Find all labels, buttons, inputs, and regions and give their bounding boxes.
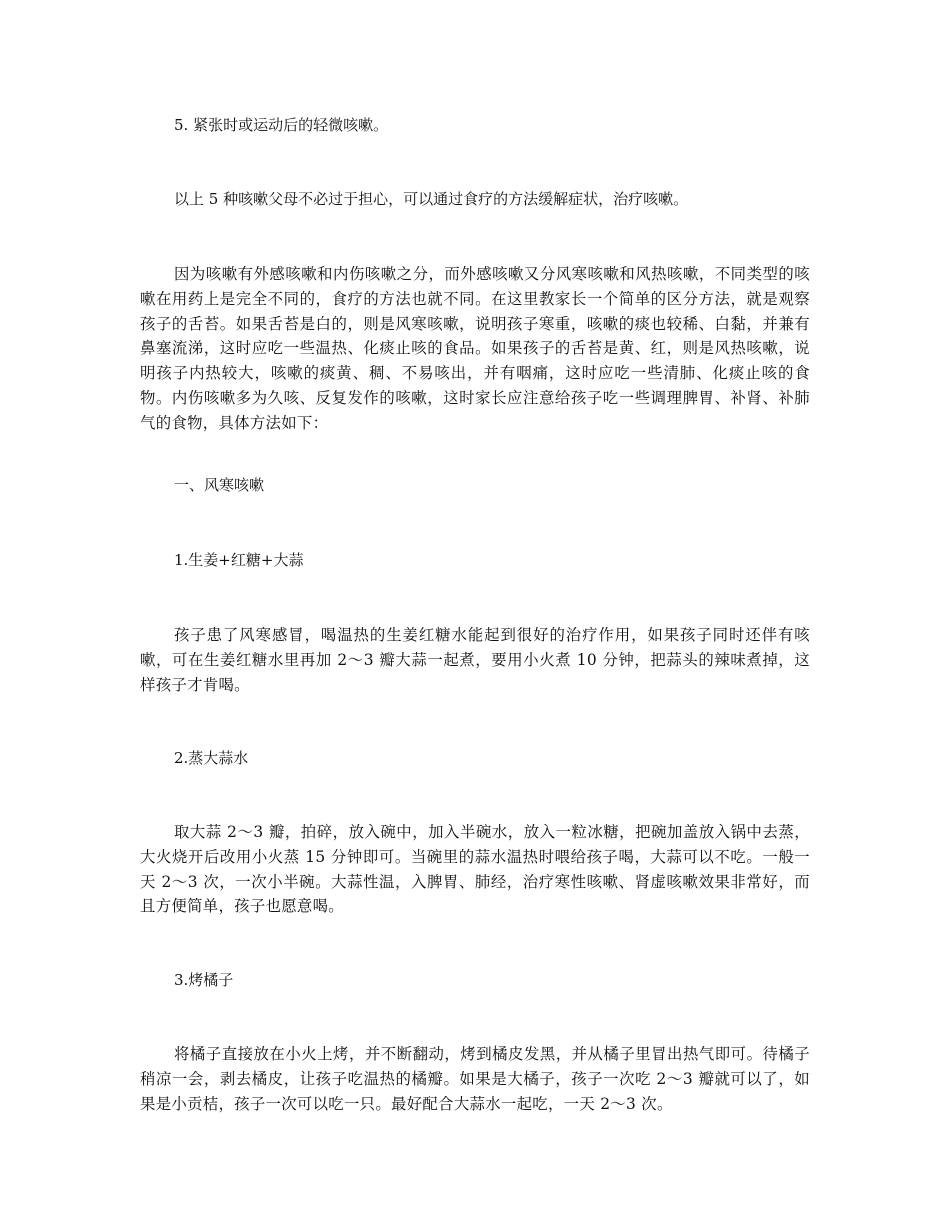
list-item-5: 5. 紧张时或运动后的轻微咳嗽。 — [174, 116, 389, 134]
remedy-2-title: 2.蒸大蒜水 — [174, 749, 249, 767]
remedy-2-paragraph: 取大蒜 2～3 瓣，拍碎，放入碗中，加入半碗水，放入一粒冰糖，把碗加盖放入锅中去蒸，大火烧开后改用小火蒸 15 分钟即可。当碗里的蒜水温热时喂给孩子喝，大蒜可以不吃。一般一天 2～3 次，一次小半碗。大蒜性温，入脾胃、肺经，治疗寒性咳嗽、肾虚咳嗽效果非常好，而且方便简单，孩子也愿意喝。 — [140, 823, 810, 916]
remedy-3-title: 3.烤橘子 — [174, 971, 234, 989]
remedy-3-paragraph: 将橘子直接放在小火上烤，并不断翻动，烤到橘皮发黑，并从橘子里冒出热气即可。待橘子稍凉一会，剥去橘皮，让孩子吃温热的橘瓣。如果是大橘子，孩子一次吃 2～3 瓣就可以了，如果是小贡桔，孩子一次可以吃一只。最好配合大蒜水一起吃，一天 2～3 次。 — [140, 1045, 810, 1113]
summary-text: 以上 5 种咳嗽父母不必过于担心，可以通过食疗的方法缓解症状，治疗咳嗽。 — [174, 190, 689, 208]
section-heading-wind-cold: 一、风寒咳嗽 — [174, 476, 265, 494]
intro-paragraph: 因为咳嗽有外感咳嗽和内伤咳嗽之分，而外感咳嗽又分风寒咳嗽和风热咳嗽，不同类型的咳嗽在用药上是完全不同的，食疗的方法也就不同。在这里教家长一个简单的区分方法，就是观察孩子的舌苔。如果舌苔是白的，则是风寒咳嗽，说明孩子寒重，咳嗽的痰也较稀、白黏，并兼有鼻塞流涕，这时应吃一些温热、化痰止咳的食品。如果孩子的舌苔是黄、红，则是风热咳嗽，说明孩子内热较大，咳嗽的痰黄、稠、不易咳出，并有咽痛，这时应吃一些清肺、化痰止咳的食物。内伤咳嗽多为久咳、反复发作的咳嗽，这时家长应注意给孩子吃一些调理脾胃、补肾、补肺气的食物，具体方法如下： — [140, 265, 810, 432]
remedy-1-title: 1.生姜+红糖+大蒜 — [174, 551, 304, 569]
remedy-1-paragraph: 孩子患了风寒感冒，喝温热的生姜红糖水能起到很好的治疗作用，如果孩子同时还伴有咳嗽，可在生姜红糖水里再加 2～3 瓣大蒜一起煮，要用小火煮 10 分钟，把蒜头的辣味煮掉，这样孩子才肯喝。 — [140, 626, 810, 694]
